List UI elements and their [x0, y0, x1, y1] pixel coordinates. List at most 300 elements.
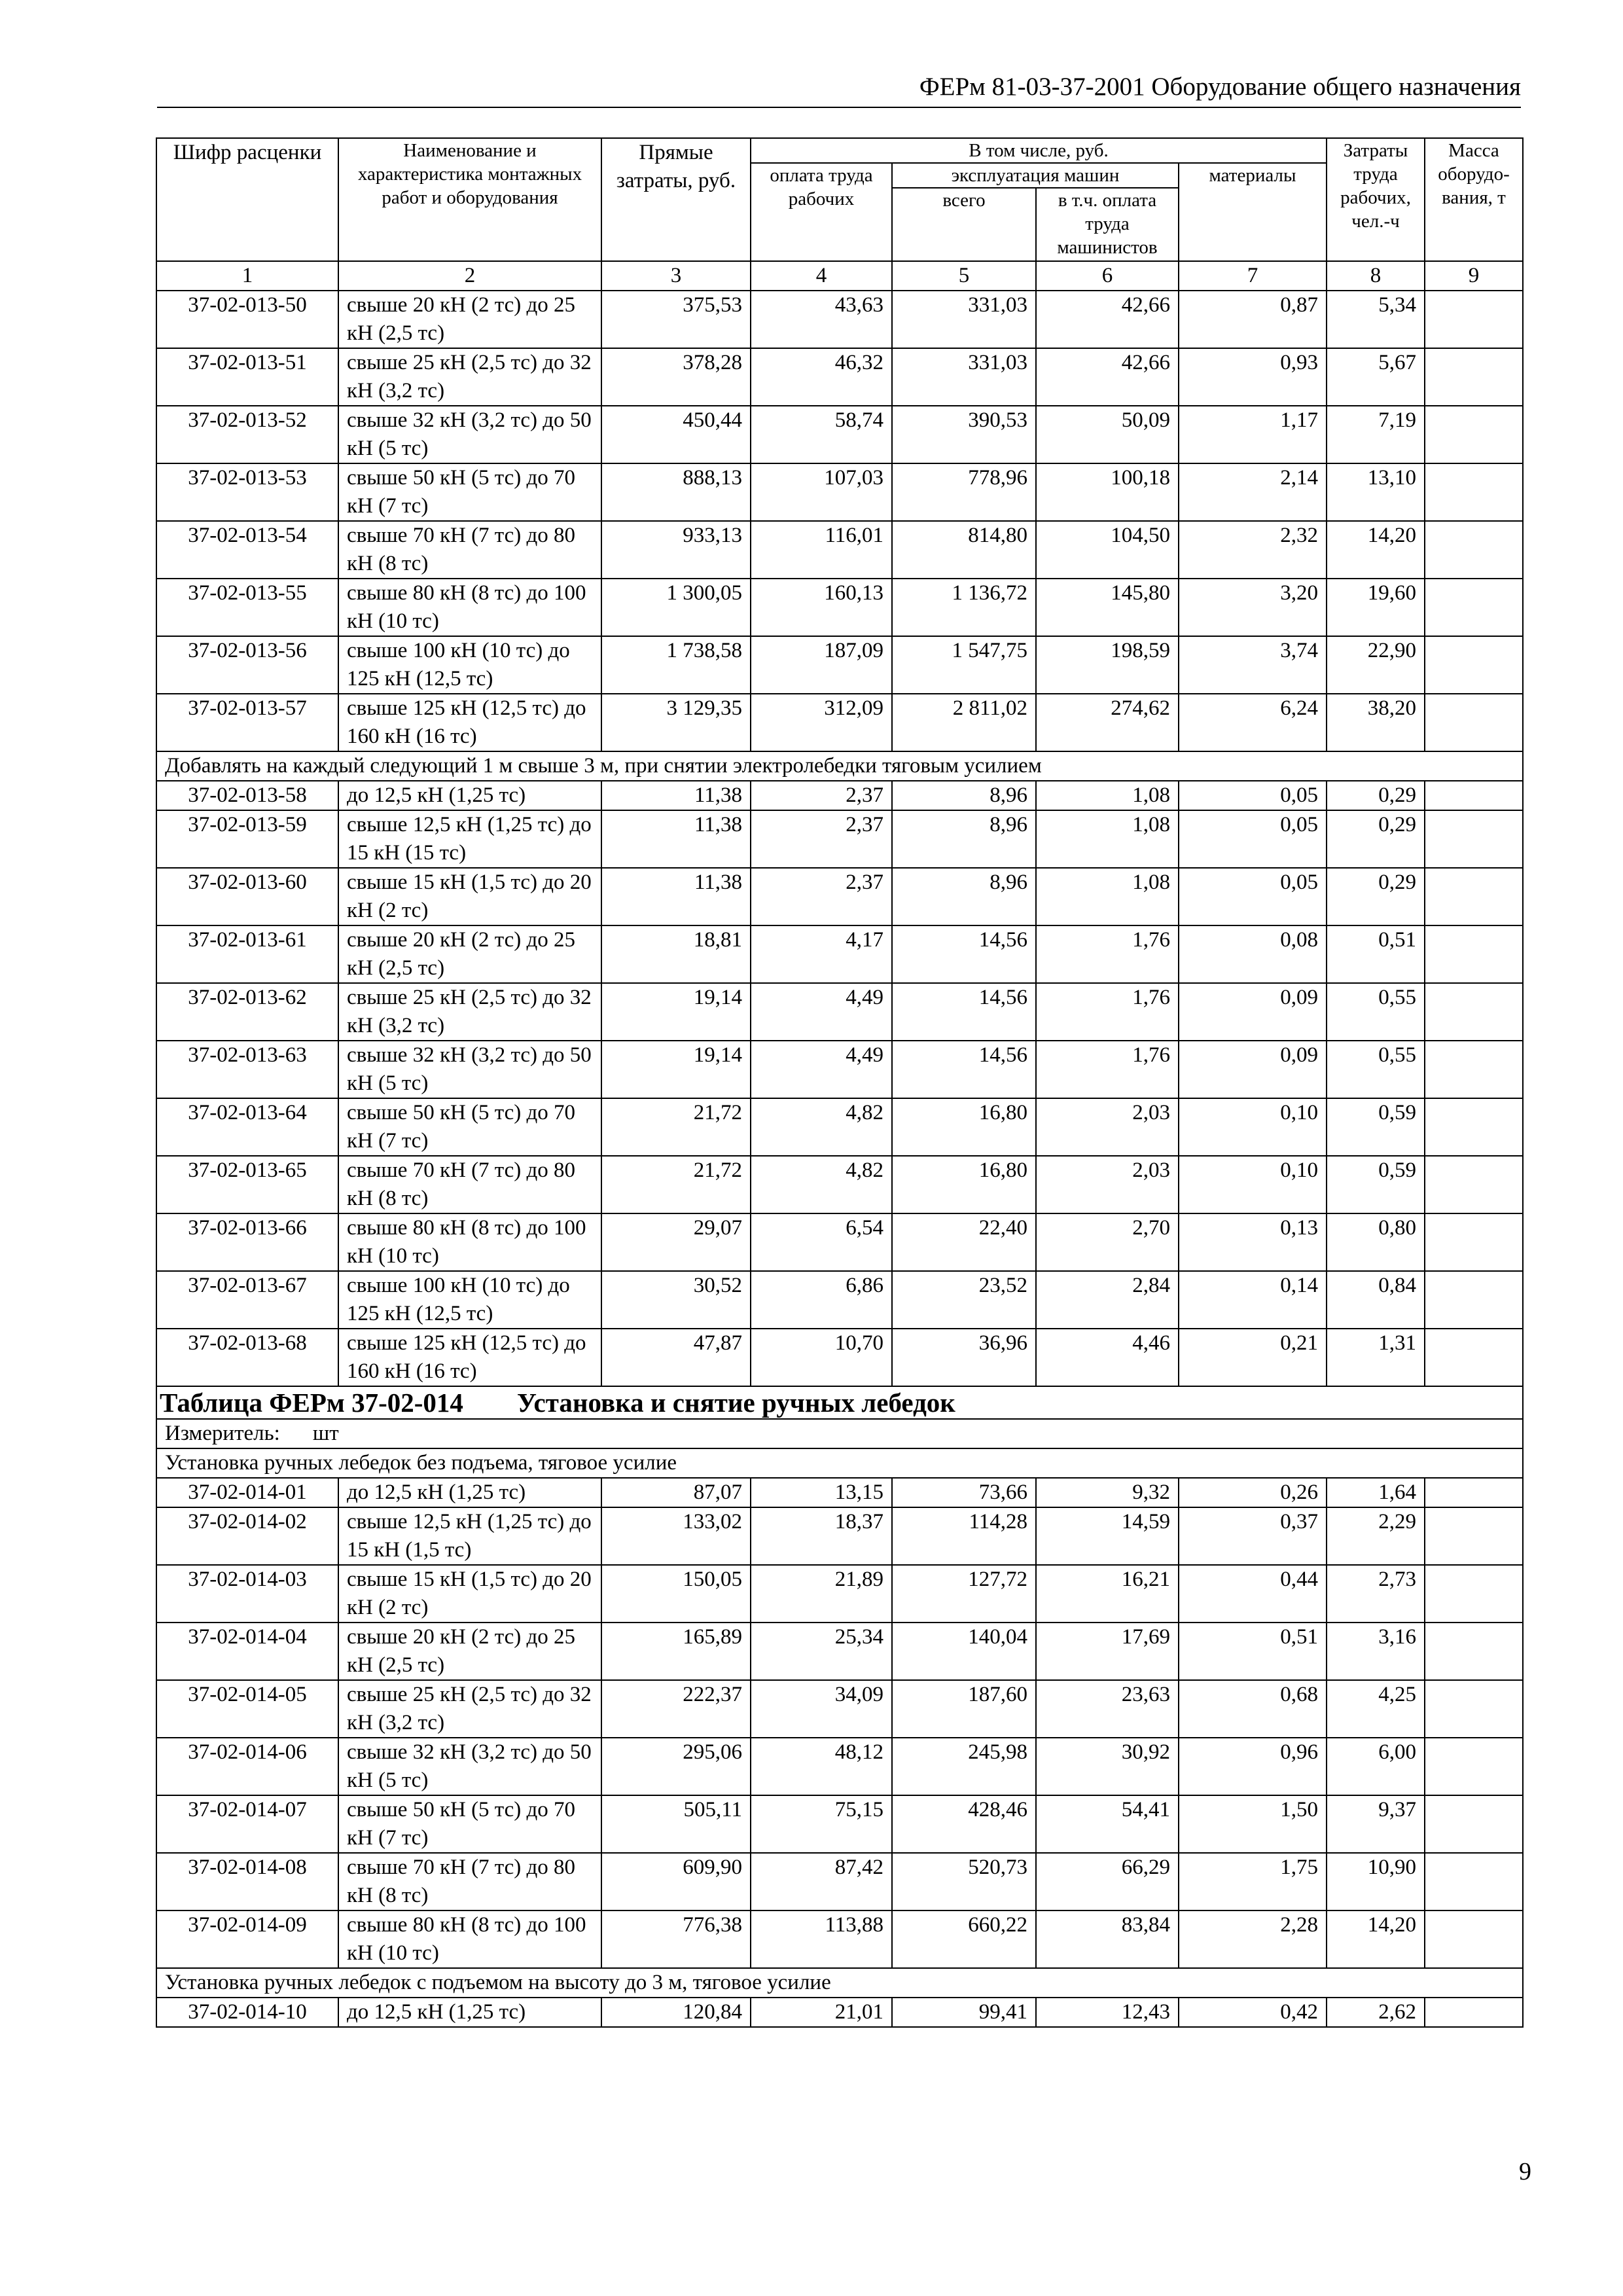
table-row: [156, 348, 1523, 406]
labor-hours: 1,64: [1327, 1478, 1425, 1507]
materials-cost: 3,20: [1179, 579, 1327, 636]
machinist-pay: 4,46: [1036, 1329, 1179, 1386]
section-label: Установка ручных лебедок с подъемом на высоту до 3 м, тяговое усилие: [156, 1968, 1523, 1998]
rows-group-014-b: [156, 1998, 1523, 2027]
labor-hours: 19,60: [1327, 579, 1425, 636]
work-name: свыше 15 кН (1,5 тс) до 20 кН (2 тс): [338, 868, 601, 925]
labor-hours: 0,29: [1327, 810, 1425, 868]
rate-code: 37-02-013-56: [156, 636, 338, 694]
equipment-mass: [1425, 1998, 1523, 2027]
col-header-machines: эксплуатация машин: [892, 163, 1179, 188]
labor-hours: 4,25: [1327, 1680, 1425, 1738]
labor-hours: 7,19: [1327, 406, 1425, 463]
table-row: [156, 1507, 1523, 1565]
equipment-mass: [1425, 925, 1523, 983]
labor-pay: 4,82: [751, 1156, 892, 1213]
section-label: Установка ручных лебедок без подъема, тяговое усилие: [156, 1448, 1523, 1478]
measure-label: Измеритель:: [165, 1422, 280, 1445]
col-number: 5: [892, 261, 1036, 291]
direct-cost: 21,72: [601, 1098, 751, 1156]
table-row: [156, 1329, 1523, 1386]
work-name: свыше 50 кН (5 тс) до 70 кН (7 тс): [338, 463, 601, 521]
column-numbers-row: [156, 261, 1523, 291]
rate-code: 37-02-014-09: [156, 1910, 338, 1968]
work-name: свыше 100 кН (10 тс) до 125 кН (12,5 тс): [338, 636, 601, 694]
machinist-pay: 2,84: [1036, 1271, 1179, 1329]
work-name: свыше 50 кН (5 тс) до 70 кН (7 тс): [338, 1098, 601, 1156]
direct-cost: 165,89: [601, 1623, 751, 1680]
materials-cost: 6,24: [1179, 694, 1327, 751]
machines-total: 99,41: [892, 1998, 1036, 2027]
labor-hours: 0,59: [1327, 1098, 1425, 1156]
direct-cost: 150,05: [601, 1565, 751, 1623]
rate-code: 37-02-014-05: [156, 1680, 338, 1738]
work-name: свыше 70 кН (7 тс) до 80 кН (8 тс): [338, 521, 601, 579]
materials-cost: 0,37: [1179, 1507, 1327, 1565]
direct-cost: 450,44: [601, 406, 751, 463]
machines-total: 14,56: [892, 1041, 1036, 1098]
col-header-name: Наименование и характеристика монтажных работ и оборудования: [338, 138, 601, 261]
machines-total: 127,72: [892, 1565, 1036, 1623]
table-row: [156, 406, 1523, 463]
work-name: свыше 20 кН (2 тс) до 25 кН (2,5 тс): [338, 925, 601, 983]
work-name: свыше 80 кН (8 тс) до 100 кН (10 тс): [338, 1910, 601, 1968]
direct-cost: 19,14: [601, 1041, 751, 1098]
rate-code: 37-02-013-67: [156, 1271, 338, 1329]
work-name: до 12,5 кН (1,25 тс): [338, 781, 601, 810]
direct-cost: 375,53: [601, 291, 751, 348]
labor-hours: 13,10: [1327, 463, 1425, 521]
direct-cost: 933,13: [601, 521, 751, 579]
materials-cost: 0,09: [1179, 983, 1327, 1041]
machines-total: 778,96: [892, 463, 1036, 521]
work-name: свыше 20 кН (2 тс) до 25 кН (2,5 тс): [338, 1623, 601, 1680]
rate-code: 37-02-014-10: [156, 1998, 338, 2027]
labor-pay: 87,42: [751, 1853, 892, 1910]
machinist-pay: 9,32: [1036, 1478, 1179, 1507]
table-row: [156, 810, 1523, 868]
work-name: свыше 32 кН (3,2 тс) до 50 кН (5 тс): [338, 406, 601, 463]
rate-code: 37-02-013-59: [156, 810, 338, 868]
labor-pay: 25,34: [751, 1623, 892, 1680]
work-name: до 12,5 кН (1,25 тс): [338, 1478, 601, 1507]
work-name: свыше 80 кН (8 тс) до 100 кН (10 тс): [338, 1213, 601, 1271]
direct-cost: 11,38: [601, 781, 751, 810]
materials-cost: 0,87: [1179, 291, 1327, 348]
machinist-pay: 2,03: [1036, 1156, 1179, 1213]
table-row: [156, 1680, 1523, 1738]
table-row: [156, 1565, 1523, 1623]
equipment-mass: [1425, 521, 1523, 579]
work-name: свыше 15 кН (1,5 тс) до 20 кН (2 тс): [338, 1565, 601, 1623]
direct-cost: 3 129,35: [601, 694, 751, 751]
col-header-direct: Прямые затраты, руб.: [601, 138, 751, 261]
col-number: 3: [601, 261, 751, 291]
machinist-pay: 1,76: [1036, 983, 1179, 1041]
table-row: [156, 1478, 1523, 1507]
materials-cost: 0,51: [1179, 1623, 1327, 1680]
equipment-mass: [1425, 1507, 1523, 1565]
equipment-mass: [1425, 1680, 1523, 1738]
labor-pay: 312,09: [751, 694, 892, 751]
rate-code: 37-02-013-55: [156, 579, 338, 636]
machines-total: 8,96: [892, 810, 1036, 868]
direct-cost: 609,90: [601, 1853, 751, 1910]
materials-cost: 2,28: [1179, 1910, 1327, 1968]
rate-code: 37-02-013-58: [156, 781, 338, 810]
labor-hours: 22,90: [1327, 636, 1425, 694]
labor-hours: 14,20: [1327, 1910, 1425, 1968]
labor-hours: 0,80: [1327, 1213, 1425, 1271]
materials-cost: 2,32: [1179, 521, 1327, 579]
work-name: свыше 100 кН (10 тс) до 125 кН (12,5 тс): [338, 1271, 601, 1329]
col-number: 1: [156, 261, 338, 291]
header-rule: [157, 107, 1521, 108]
table-title-row: [156, 1386, 1523, 1419]
work-name: свыше 125 кН (12,5 тс) до 160 кН (16 тс): [338, 694, 601, 751]
work-name: свыше 12,5 кН (1,25 тс) до 15 кН (15 тс): [338, 810, 601, 868]
direct-cost: 888,13: [601, 463, 751, 521]
machines-total: 36,96: [892, 1329, 1036, 1386]
table-row: [156, 925, 1523, 983]
rate-code: 37-02-013-60: [156, 868, 338, 925]
equipment-mass: [1425, 291, 1523, 348]
equipment-mass: [1425, 868, 1523, 925]
materials-cost: 0,44: [1179, 1565, 1327, 1623]
work-name: свыше 80 кН (8 тс) до 100 кН (10 тс): [338, 579, 601, 636]
labor-pay: 6,86: [751, 1271, 892, 1329]
rate-code: 37-02-014-04: [156, 1623, 338, 1680]
labor-hours: 0,59: [1327, 1156, 1425, 1213]
machinist-pay: 16,21: [1036, 1565, 1179, 1623]
materials-cost: 0,96: [1179, 1738, 1327, 1795]
col-header-incl: В том числе, руб.: [751, 138, 1327, 163]
labor-pay: 46,32: [751, 348, 892, 406]
machines-total: 245,98: [892, 1738, 1036, 1795]
col-number: 8: [1327, 261, 1425, 291]
rate-code: 37-02-014-01: [156, 1478, 338, 1507]
machines-total: 140,04: [892, 1623, 1036, 1680]
machinist-pay: 83,84: [1036, 1910, 1179, 1968]
labor-pay: 107,03: [751, 463, 892, 521]
equipment-mass: [1425, 1329, 1523, 1386]
table-row: [156, 1213, 1523, 1271]
equipment-mass: [1425, 463, 1523, 521]
rate-code: 37-02-014-07: [156, 1795, 338, 1853]
machines-total: 390,53: [892, 406, 1036, 463]
machinist-pay: 104,50: [1036, 521, 1179, 579]
materials-cost: 0,68: [1179, 1680, 1327, 1738]
rate-code: 37-02-013-66: [156, 1213, 338, 1271]
section-row: [156, 1448, 1523, 1478]
materials-cost: 0,26: [1179, 1478, 1327, 1507]
labor-pay: 75,15: [751, 1795, 892, 1853]
table-row: [156, 1098, 1523, 1156]
materials-cost: 1,17: [1179, 406, 1327, 463]
machines-total: 428,46: [892, 1795, 1036, 1853]
machinist-pay: 274,62: [1036, 694, 1179, 751]
equipment-mass: [1425, 1041, 1523, 1098]
machinist-pay: 42,66: [1036, 291, 1179, 348]
col-header-labor-cost: Затраты труда рабочих, чел.-ч: [1327, 138, 1425, 261]
machines-total: 1 547,75: [892, 636, 1036, 694]
equipment-mass: [1425, 694, 1523, 751]
table-row: [156, 1623, 1523, 1680]
materials-cost: 1,50: [1179, 1795, 1327, 1853]
equipment-mass: [1425, 348, 1523, 406]
materials-cost: 2,14: [1179, 463, 1327, 521]
direct-cost: 21,72: [601, 1156, 751, 1213]
rates-table: [156, 137, 1524, 2028]
work-name: свыше 70 кН (7 тс) до 80 кН (8 тс): [338, 1156, 601, 1213]
direct-cost: 776,38: [601, 1910, 751, 1968]
work-name: свыше 25 кН (2,5 тс) до 32 кН (3,2 тс): [338, 983, 601, 1041]
machinist-pay: 2,03: [1036, 1098, 1179, 1156]
labor-hours: 10,90: [1327, 1853, 1425, 1910]
machinist-pay: 54,41: [1036, 1795, 1179, 1853]
machines-total: 114,28: [892, 1507, 1036, 1565]
labor-pay: 4,82: [751, 1098, 892, 1156]
materials-cost: 0,10: [1179, 1156, 1327, 1213]
equipment-mass: [1425, 1853, 1523, 1910]
rate-code: 37-02-014-06: [156, 1738, 338, 1795]
measure-row: [156, 1419, 1523, 1448]
machinist-pay: 14,59: [1036, 1507, 1179, 1565]
direct-cost: 29,07: [601, 1213, 751, 1271]
equipment-mass: [1425, 636, 1523, 694]
direct-cost: 133,02: [601, 1507, 751, 1565]
rate-code: 37-02-013-57: [156, 694, 338, 751]
labor-pay: 2,37: [751, 810, 892, 868]
materials-cost: 0,42: [1179, 1998, 1327, 2027]
work-name: свыше 20 кН (2 тс) до 25 кН (2,5 тс): [338, 291, 601, 348]
direct-cost: 378,28: [601, 348, 751, 406]
table-row: [156, 521, 1523, 579]
machines-total: 2 811,02: [892, 694, 1036, 751]
col-number: 7: [1179, 261, 1327, 291]
machinist-pay: 100,18: [1036, 463, 1179, 521]
rate-code: 37-02-013-65: [156, 1156, 338, 1213]
machinist-pay: 50,09: [1036, 406, 1179, 463]
col-header-machines-total: всего: [892, 188, 1036, 261]
labor-pay: 160,13: [751, 579, 892, 636]
work-name: свыше 50 кН (5 тс) до 70 кН (7 тс): [338, 1795, 601, 1853]
labor-pay: 116,01: [751, 521, 892, 579]
machines-total: 23,52: [892, 1271, 1036, 1329]
table-row: [156, 1795, 1523, 1853]
page-number: 9: [1519, 2158, 1531, 2185]
work-name: свыше 32 кН (3,2 тс) до 50 кН (5 тс): [338, 1738, 601, 1795]
machinist-pay: 30,92: [1036, 1738, 1179, 1795]
equipment-mass: [1425, 1910, 1523, 1968]
rate-code: 37-02-013-50: [156, 291, 338, 348]
labor-hours: 0,55: [1327, 983, 1425, 1041]
work-name: свыше 125 кН (12,5 тс) до 160 кН (16 тс): [338, 1329, 601, 1386]
table-row: [156, 1156, 1523, 1213]
equipment-mass: [1425, 1623, 1523, 1680]
labor-pay: 58,74: [751, 406, 892, 463]
rate-code: 37-02-014-08: [156, 1853, 338, 1910]
work-name: свыше 70 кН (7 тс) до 80 кН (8 тс): [338, 1853, 601, 1910]
direct-cost: 30,52: [601, 1271, 751, 1329]
table-row: [156, 694, 1523, 751]
direct-cost: 11,38: [601, 868, 751, 925]
direct-cost: 18,81: [601, 925, 751, 983]
table-row: [156, 868, 1523, 925]
machines-total: 73,66: [892, 1478, 1036, 1507]
table-row: [156, 1998, 1523, 2027]
table-row: [156, 781, 1523, 810]
labor-pay: 21,01: [751, 1998, 892, 2027]
materials-cost: 0,21: [1179, 1329, 1327, 1386]
col-number: 6: [1036, 261, 1179, 291]
equipment-mass: [1425, 781, 1523, 810]
labor-pay: 48,12: [751, 1738, 892, 1795]
labor-hours: 6,00: [1327, 1738, 1425, 1795]
rate-code: 37-02-014-03: [156, 1565, 338, 1623]
labor-pay: 2,37: [751, 781, 892, 810]
materials-cost: 0,05: [1179, 868, 1327, 925]
labor-hours: 2,62: [1327, 1998, 1425, 2027]
rate-code: 37-02-013-63: [156, 1041, 338, 1098]
machinist-pay: 1,08: [1036, 868, 1179, 925]
rows-group-013-b: [156, 781, 1523, 1386]
machines-total: 14,56: [892, 925, 1036, 983]
rate-code: 37-02-013-68: [156, 1329, 338, 1386]
table-row: [156, 579, 1523, 636]
machines-total: 8,96: [892, 868, 1036, 925]
rows-group-014-a: [156, 1478, 1523, 1968]
equipment-mass: [1425, 1271, 1523, 1329]
equipment-mass: [1425, 1565, 1523, 1623]
col-header-labor: оплата труда рабочих: [751, 163, 892, 261]
labor-pay: 21,89: [751, 1565, 892, 1623]
materials-cost: 1,75: [1179, 1853, 1327, 1910]
table-row: [156, 291, 1523, 348]
materials-cost: 0,05: [1179, 781, 1327, 810]
direct-cost: 11,38: [601, 810, 751, 868]
labor-pay: 10,70: [751, 1329, 892, 1386]
machinist-pay: 1,08: [1036, 810, 1179, 868]
work-name: свыше 25 кН (2,5 тс) до 32 кН (3,2 тс): [338, 1680, 601, 1738]
machines-total: 187,60: [892, 1680, 1036, 1738]
materials-cost: 3,74: [1179, 636, 1327, 694]
labor-hours: 2,29: [1327, 1507, 1425, 1565]
equipment-mass: [1425, 406, 1523, 463]
machinist-pay: 1,08: [1036, 781, 1179, 810]
labor-hours: 38,20: [1327, 694, 1425, 751]
machinist-pay: 17,69: [1036, 1623, 1179, 1680]
machinist-pay: 42,66: [1036, 348, 1179, 406]
labor-pay: 4,49: [751, 983, 892, 1041]
machines-total: 331,03: [892, 291, 1036, 348]
table-row: [156, 1853, 1523, 1910]
col-header-machines-wage: в т.ч. оплата труда машинистов: [1036, 188, 1179, 261]
labor-hours: 1,31: [1327, 1329, 1425, 1386]
labor-pay: 4,17: [751, 925, 892, 983]
rate-code: 37-02-014-02: [156, 1507, 338, 1565]
materials-cost: 0,08: [1179, 925, 1327, 983]
labor-pay: 34,09: [751, 1680, 892, 1738]
page-header-title: ФЕРм 81-03-37-2001 Оборудование общего назначения: [919, 73, 1521, 101]
direct-cost: 222,37: [601, 1680, 751, 1738]
machines-total: 22,40: [892, 1213, 1036, 1271]
equipment-mass: [1425, 1213, 1523, 1271]
col-header-materials: материалы: [1179, 163, 1327, 261]
machines-total: 16,80: [892, 1156, 1036, 1213]
equipment-mass: [1425, 983, 1523, 1041]
direct-cost: 505,11: [601, 1795, 751, 1853]
direct-cost: 87,07: [601, 1478, 751, 1507]
direct-cost: 120,84: [601, 1998, 751, 2027]
direct-cost: 1 738,58: [601, 636, 751, 694]
col-number: 4: [751, 261, 892, 291]
table-title: Таблица ФЕРм 37-02-014 Установка и снятие ручных лебедок: [156, 1386, 1523, 1419]
machines-total: 660,22: [892, 1910, 1036, 1968]
equipment-mass: [1425, 1098, 1523, 1156]
labor-hours: 0,29: [1327, 781, 1425, 810]
table-row: [156, 463, 1523, 521]
section-row: [156, 751, 1523, 781]
rate-code: 37-02-013-54: [156, 521, 338, 579]
materials-cost: 0,05: [1179, 810, 1327, 868]
rate-code: 37-02-013-51: [156, 348, 338, 406]
rate-code: 37-02-013-62: [156, 983, 338, 1041]
labor-hours: 0,29: [1327, 868, 1425, 925]
machines-total: 8,96: [892, 781, 1036, 810]
work-name: свыше 32 кН (3,2 тс) до 50 кН (5 тс): [338, 1041, 601, 1098]
labor-hours: 5,67: [1327, 348, 1425, 406]
col-number: 9: [1425, 261, 1523, 291]
machinist-pay: 12,43: [1036, 1998, 1179, 2027]
labor-hours: 3,16: [1327, 1623, 1425, 1680]
rate-code: 37-02-013-53: [156, 463, 338, 521]
machinist-pay: 23,63: [1036, 1680, 1179, 1738]
labor-hours: 0,84: [1327, 1271, 1425, 1329]
equipment-mass: [1425, 1478, 1523, 1507]
measure-unit: шт: [312, 1422, 339, 1445]
materials-cost: 0,13: [1179, 1213, 1327, 1271]
equipment-mass: [1425, 1795, 1523, 1853]
labor-hours: 0,51: [1327, 925, 1425, 983]
machines-total: 520,73: [892, 1853, 1036, 1910]
rows-group-013-a: [156, 291, 1523, 751]
equipment-mass: [1425, 1156, 1523, 1213]
labor-pay: 2,37: [751, 868, 892, 925]
machinist-pay: 1,76: [1036, 1041, 1179, 1098]
table-row: [156, 1271, 1523, 1329]
table-row: [156, 636, 1523, 694]
machines-total: 814,80: [892, 521, 1036, 579]
work-name: свыше 12,5 кН (1,25 тс) до 15 кН (1,5 тс): [338, 1507, 601, 1565]
equipment-mass: [1425, 579, 1523, 636]
labor-hours: 9,37: [1327, 1795, 1425, 1853]
labor-hours: 2,73: [1327, 1565, 1425, 1623]
machinist-pay: 2,70: [1036, 1213, 1179, 1271]
direct-cost: 19,14: [601, 983, 751, 1041]
machines-total: 16,80: [892, 1098, 1036, 1156]
machinist-pay: 145,80: [1036, 579, 1179, 636]
col-header-code: Шифр расценки: [156, 138, 338, 261]
labor-pay: 18,37: [751, 1507, 892, 1565]
table-row: [156, 983, 1523, 1041]
labor-pay: 187,09: [751, 636, 892, 694]
table-row: [156, 1041, 1523, 1098]
labor-hours: 14,20: [1327, 521, 1425, 579]
col-number: 2: [338, 261, 601, 291]
materials-cost: 0,93: [1179, 348, 1327, 406]
labor-hours: 5,34: [1327, 291, 1425, 348]
